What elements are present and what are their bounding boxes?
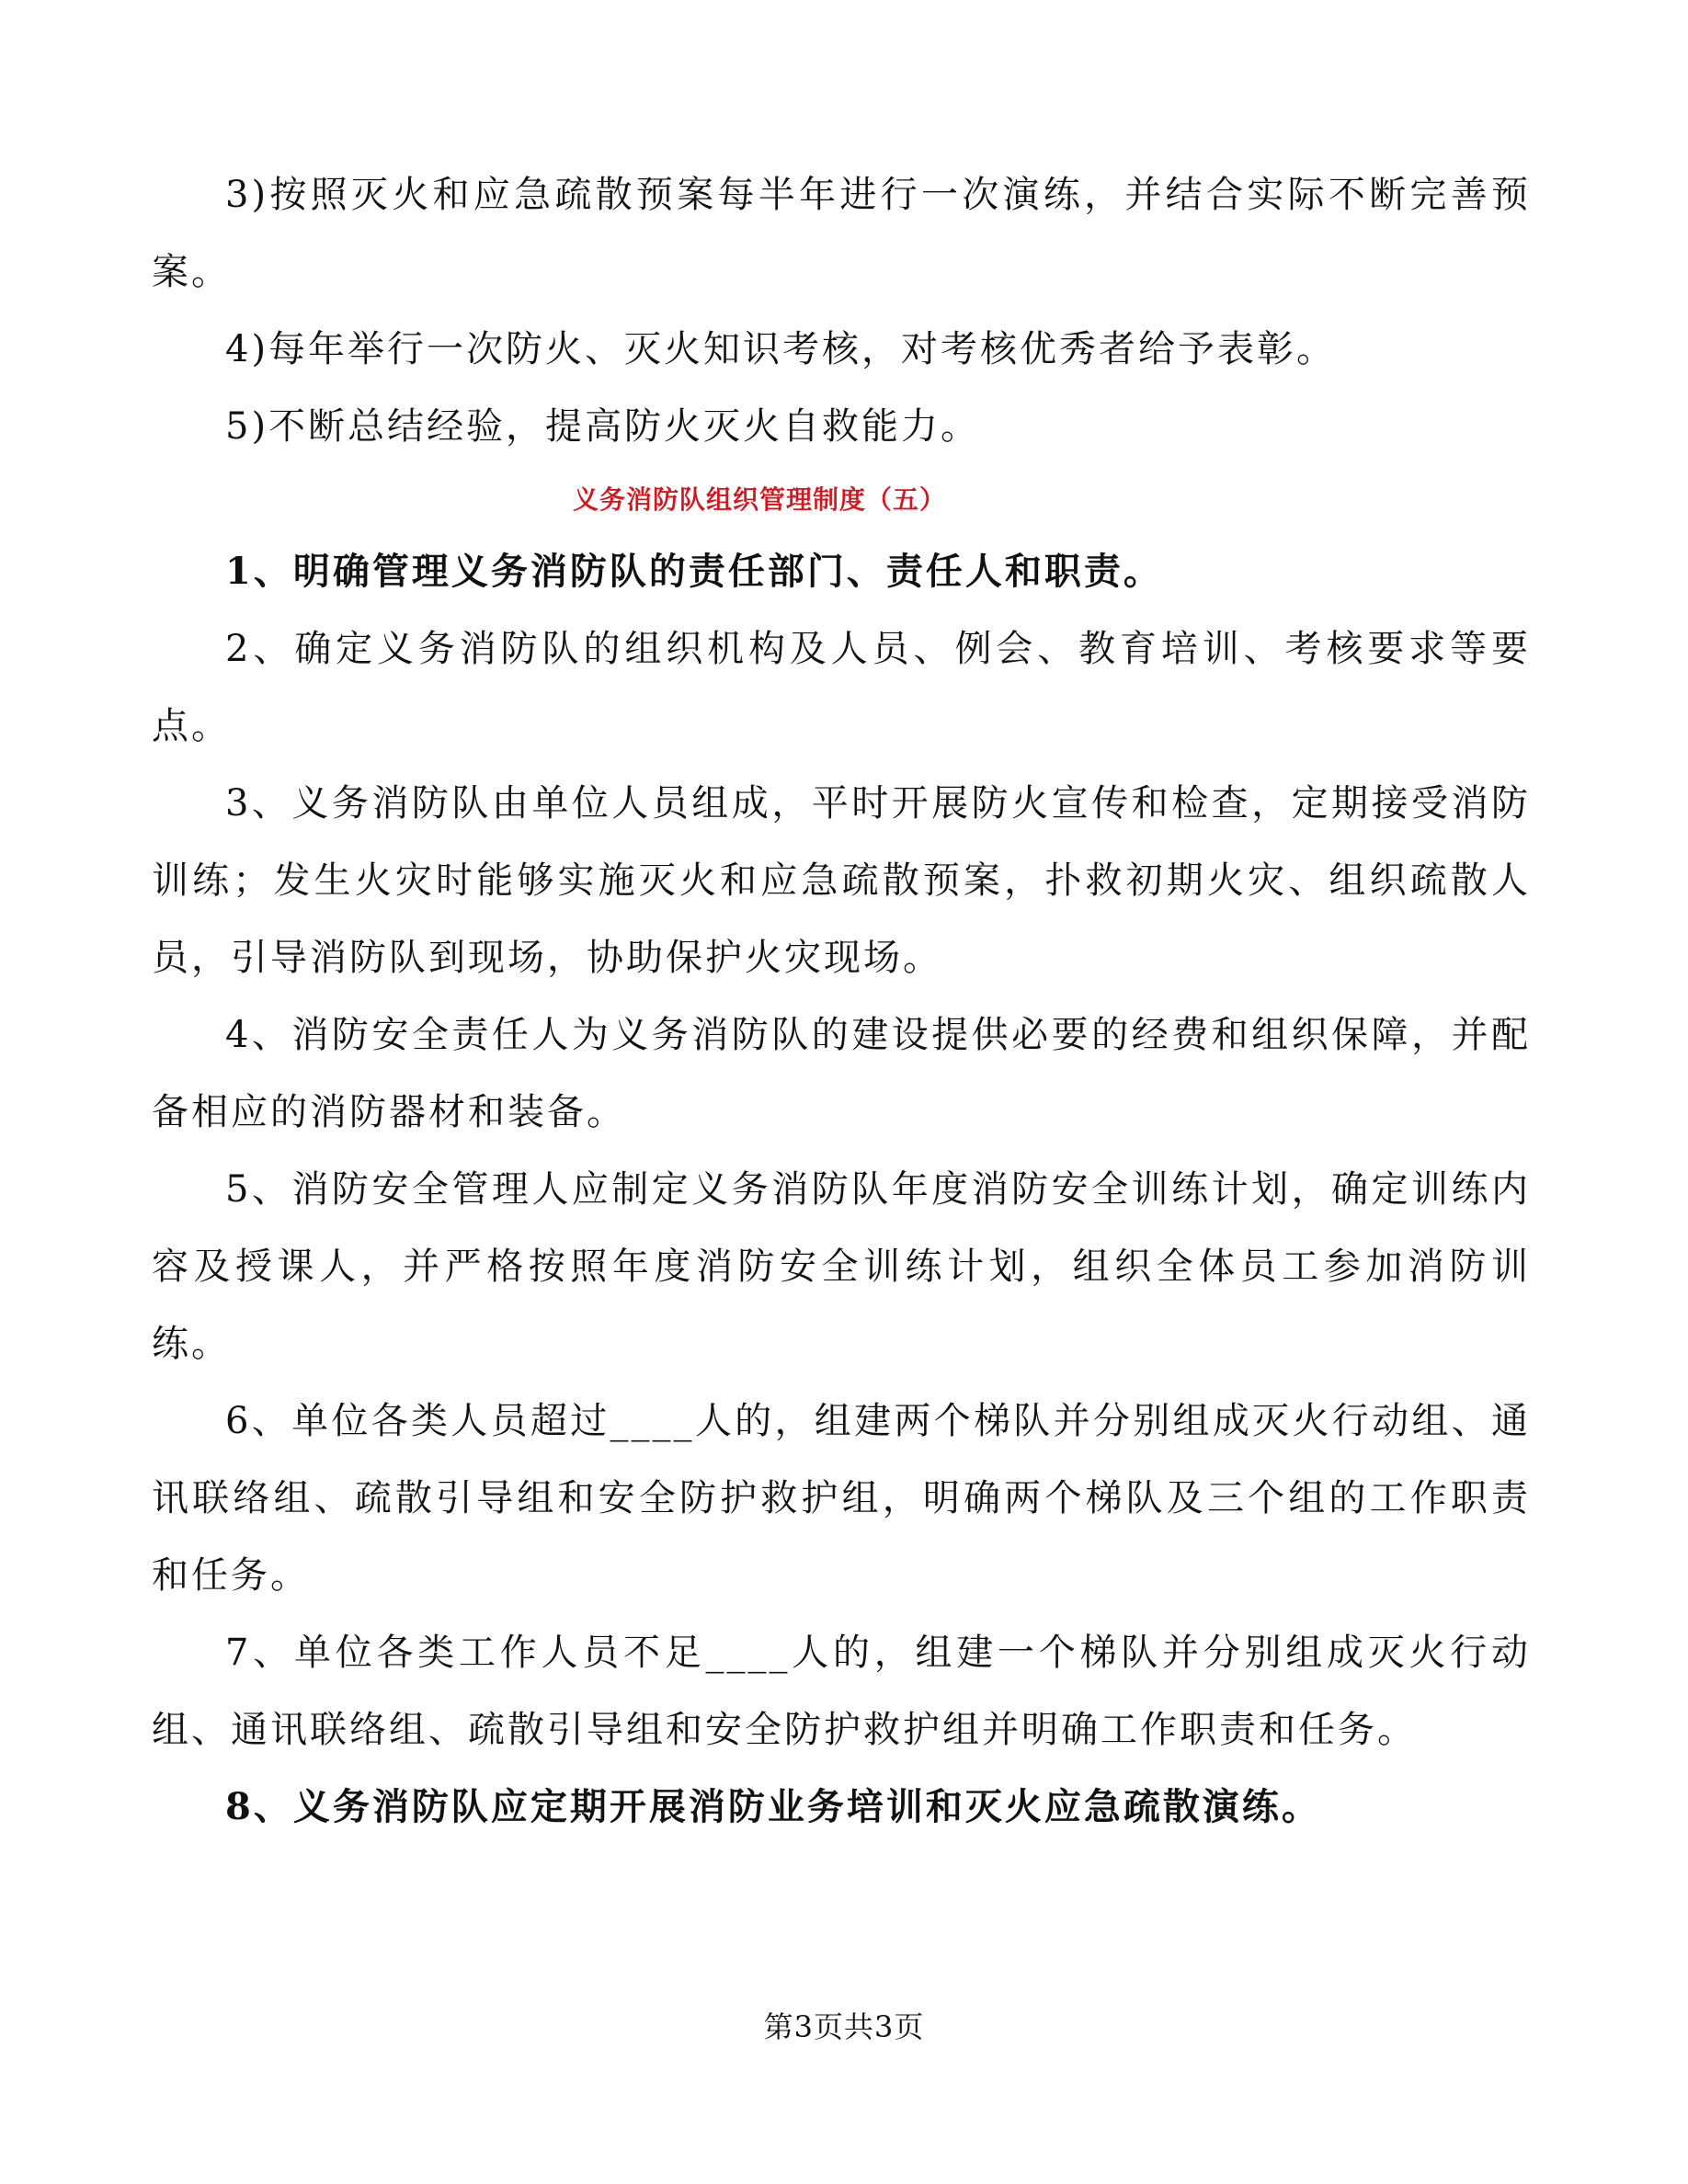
paragraph-5: 5)不断总结经验，提高防火灭火自救能力。 xyxy=(225,405,981,448)
paragraph-3: 3)按照灭火和应急疏散预案每半年进行一次演练，并结合实际不断完善预案。 xyxy=(152,174,1531,293)
rule-2: 2、确定义务消防队的组织机构及人员、例会、教育培训、考核要求等要点。 xyxy=(152,628,1531,747)
rule-7: 7、单位各类工作人员不足____人的，组建一个梯队并分别组成灭火行动组、通讯联络组、疏散引导组和安全防护救护组并明确工作职责和任务。 xyxy=(152,1632,1531,1751)
rule-1: 1、明确管理义务消防队的责任部门、责任人和职责。 xyxy=(225,550,1163,593)
rule-6: 6、单位各类人员超过____人的，组建两个梯队并分别组成灭火行动组、通讯联络组、疏散引导组和安全防护救护组，明确两个梯队及三个组的工作职责和任务。 xyxy=(152,1400,1531,1597)
section-title: 义务消防队组织管理制度（五） xyxy=(573,484,947,515)
page-footer: 第3页共3页 xyxy=(763,2009,925,2044)
rule-5: 5、消防安全管理人应制定义务消防队年度消防安全训练计划，确定训练内容及授课人，并严格按照年度消防安全训练计划，组织全体员工参加消防训练。 xyxy=(152,1168,1531,1365)
rule-3: 3、义务消防队由单位人员组成，平时开展防火宣传和检查，定期接受消防训练；发生火灾时能够实施灭火和应急疏散预案，扑救初期火灾、组织疏散人员，引导消防队到现场，协助保护火灾现场。 xyxy=(152,782,1531,979)
paragraph-4: 4)每年举行一次防火、灭火知识考核，对考核优秀者给予表彰。 xyxy=(225,328,1337,370)
rule-4: 4、消防安全责任人为义务消防队的建设提供必要的经费和组织保障，并配备相应的消防器材和装备。 xyxy=(152,1014,1531,1133)
rule-8: 8、义务消防队应定期开展消防业务培训和灭火应急疏散演练。 xyxy=(225,1785,1321,1828)
document-body xyxy=(152,156,1531,1846)
